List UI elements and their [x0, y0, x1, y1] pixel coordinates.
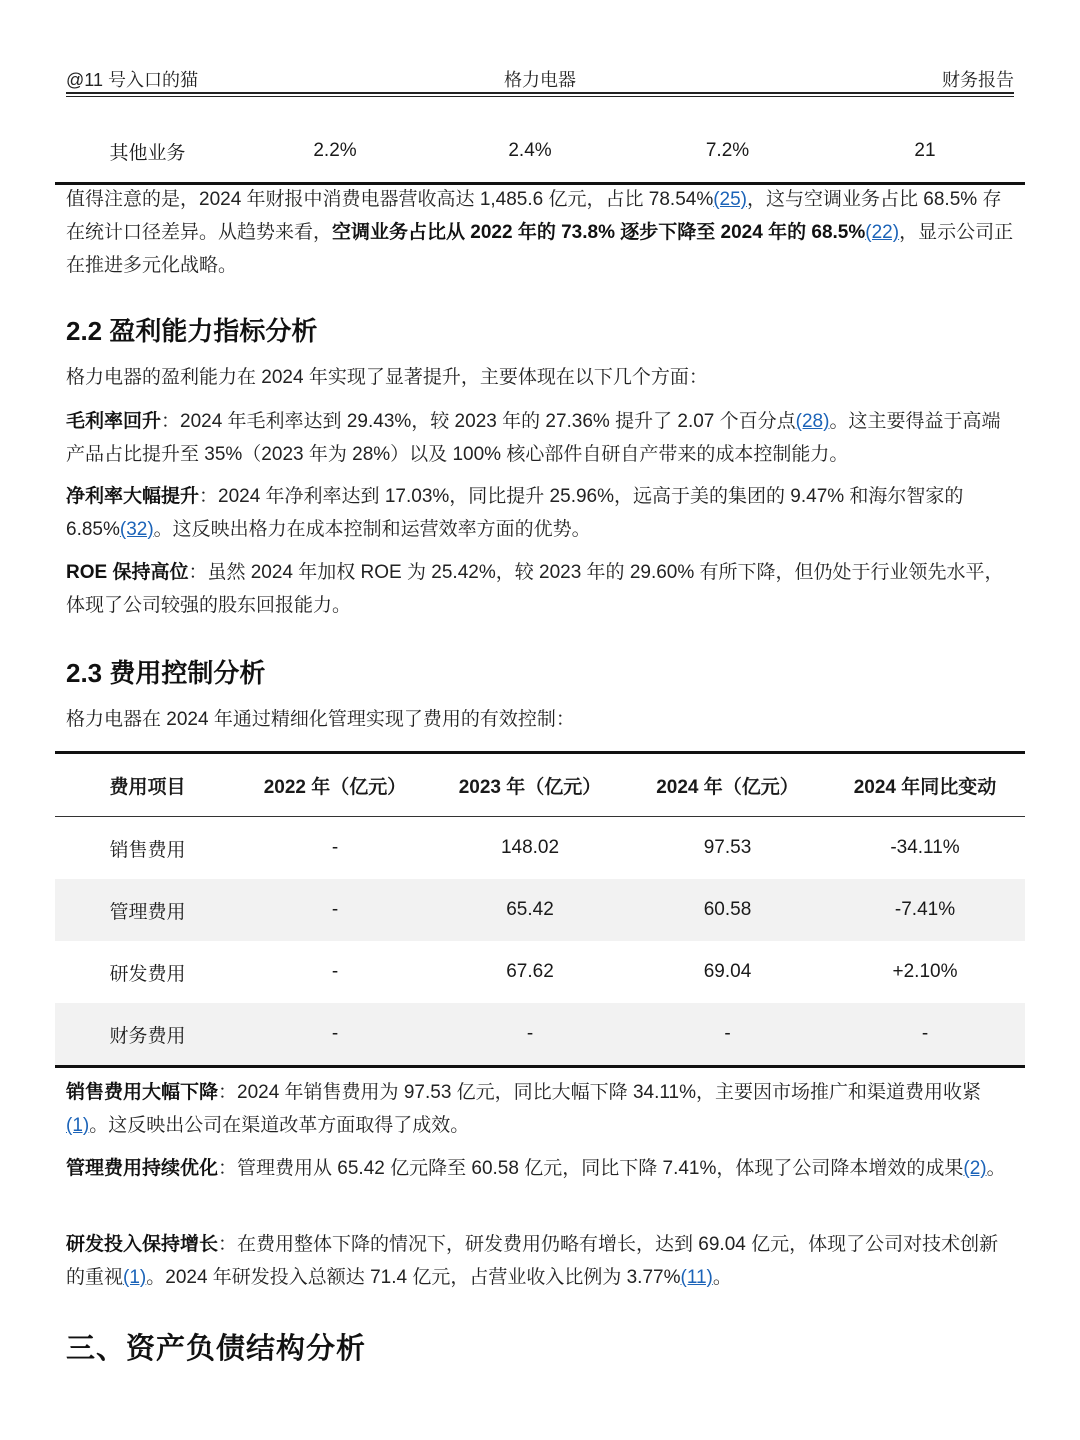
table-cell: 97.53 — [703, 837, 752, 858]
roe-paragraph — [66, 556, 1016, 622]
column-header: 2023 年（亿元） — [458, 776, 602, 798]
emphasis-text: 空调业务占比从 2022 年的 73.8% 逐步下降至 2024 年的 68.5% — [332, 222, 866, 243]
paragraph-label: ROE 保持高位 — [66, 562, 189, 583]
table-cell: 65.42 — [430, 879, 630, 941]
text: ：管理费用从 65.42 亿元降至 60.58 亿元，同比下降 7.41%，体现了公司降本增效的成果 — [218, 1158, 964, 1179]
header-title: 格力电器 — [504, 70, 576, 90]
text: ：2024 年净利率达到 17.03%，同比提升 25.96%，远高于美的集团的 9.47% 和海尔智家的 6.85% — [66, 486, 964, 540]
citation-link[interactable]: (22) — [865, 222, 900, 243]
citation-link[interactable]: (1) — [123, 1267, 147, 1288]
section-title-2-2: 2.2 盈利能力指标分析 — [66, 316, 318, 346]
expense-table — [55, 751, 1025, 1068]
table-cell: +2.10% — [892, 961, 958, 982]
section-intro: 格力电器在 2024 年通过精细化管理实现了费用的有效控制： — [66, 709, 575, 730]
page-header — [66, 66, 1014, 94]
text: 。2024 年研发投入总额达 71.4 亿元，占营业收入比例为 3.77% — [146, 1267, 681, 1288]
table-cell: 管理费用 — [55, 879, 240, 941]
header-divider — [66, 92, 1014, 94]
text: ：在费用整体下降的情况下，研发费用仍略有增长，达到 69.04 亿元，体现了公司对技术创新的重视 — [66, 1234, 999, 1288]
table-row — [55, 120, 1025, 182]
citation-link[interactable]: (28) — [795, 411, 830, 432]
table-header-row — [55, 753, 1025, 817]
text: 。 — [712, 1267, 732, 1288]
table-cell: - — [630, 1003, 825, 1067]
table-cell: 2.2% — [313, 140, 357, 161]
table-cell: -7.41% — [825, 879, 1025, 941]
table-cell: 21 — [914, 140, 936, 161]
text: ，显示公司正在推进多元化战略。 — [66, 222, 1014, 276]
table-row — [55, 879, 1025, 941]
table-cell: - — [331, 961, 339, 982]
sales-expense-paragraph — [66, 1076, 1016, 1142]
rnd-expense-paragraph — [66, 1228, 1016, 1294]
citation-link[interactable]: (25) — [713, 189, 748, 210]
table-cell: 7.2% — [705, 140, 750, 161]
text: 值得注意的是，2024 年财报中消费电器营收高达 1,485.6 亿元，占比 78.54% — [66, 189, 714, 210]
citation-link[interactable]: (1) — [66, 1115, 90, 1136]
table-cell: 财务费用 — [55, 1003, 240, 1067]
text: 。这反映出格力在成本控制和运营效率方面的优势。 — [153, 519, 591, 540]
paragraph-label: 毛利率回升 — [66, 411, 162, 432]
table-cell: 69.04 — [703, 961, 752, 982]
table-cell: -34.11% — [890, 837, 960, 858]
table-row — [55, 817, 1025, 880]
table-cell: - — [825, 1003, 1025, 1067]
text: 。这反映出公司在渠道改革方面取得了成效。 — [89, 1115, 470, 1136]
table-cell: - — [331, 837, 339, 858]
table-cell: 研发费用 — [109, 963, 186, 985]
citation-link[interactable]: (32) — [119, 519, 154, 540]
text: 。 — [986, 1158, 1006, 1179]
section-title-2-3: 2.3 费用控制分析 — [66, 658, 266, 688]
business-table-fragment — [55, 120, 1025, 182]
header-author: @11 号入口的猫 — [66, 70, 198, 90]
table-cell: 其他业务 — [109, 142, 186, 164]
table-row — [55, 1003, 1025, 1067]
table-cell: 2.4% — [508, 140, 552, 161]
paragraph-label: 销售费用大幅下降 — [66, 1082, 219, 1103]
paragraph-label: 净利率大幅提升 — [66, 486, 200, 507]
header-doc-type: 财务报告 — [942, 70, 1014, 90]
table-row — [55, 941, 1025, 1003]
citation-link[interactable]: (2) — [963, 1158, 987, 1179]
text: ：虽然 2024 年加权 ROE 为 25.42%，较 2023 年的 29.60% 有所下降，但仍处于行业领先水平，体现了公司较强的股东回报能力。 — [66, 562, 1004, 616]
text: ：2024 年销售费用为 97.53 亿元，同比大幅下降 34.11%，主要因市场推广和渠道费用收紧 — [218, 1082, 981, 1103]
text: ：2024 年毛利率达到 29.43%，较 2023 年的 27.36% 提升了 2.07 个百分点 — [161, 411, 796, 432]
column-header: 费用项目 — [109, 776, 186, 798]
paragraph-label: 研发投入保持增长 — [66, 1234, 219, 1255]
text: 。这主要得益于高端产品占比提升至 35%（2023 年为 28%）以及 100% 核心部件自研自产带来的成本控制能力。 — [66, 411, 1001, 465]
table-cell: - — [240, 879, 430, 941]
column-header: 2024 年（亿元） — [656, 776, 799, 798]
admin-expense-paragraph — [66, 1152, 1016, 1185]
header-divider-thin — [66, 96, 1014, 97]
table-cell: - — [430, 1003, 630, 1067]
chapter-title-3: 三、资产负债结构分析 — [66, 1333, 367, 1365]
table-cell: 销售费用 — [109, 839, 186, 861]
text: ，这与空调业务占比 68.5% 存在统计口径差异。从趋势来看， — [66, 189, 1002, 243]
table-cell: - — [240, 1003, 430, 1067]
net-margin-paragraph — [66, 480, 1016, 546]
column-header: 2024 年同比变动 — [853, 776, 997, 798]
column-header: 2022 年（亿元） — [263, 776, 407, 798]
gross-margin-paragraph — [66, 405, 1016, 471]
paragraph-label: 管理费用持续优化 — [66, 1158, 219, 1179]
table-cell: 67.62 — [506, 961, 554, 982]
note-paragraph — [66, 183, 1016, 282]
table-cell: 60.58 — [630, 879, 825, 941]
section-intro: 格力电器的盈利能力在 2024 年实现了显著提升，主要体现在以下几个方面： — [66, 367, 708, 388]
citation-link[interactable]: (11) — [680, 1267, 713, 1288]
table-cell: 148.02 — [500, 837, 560, 858]
